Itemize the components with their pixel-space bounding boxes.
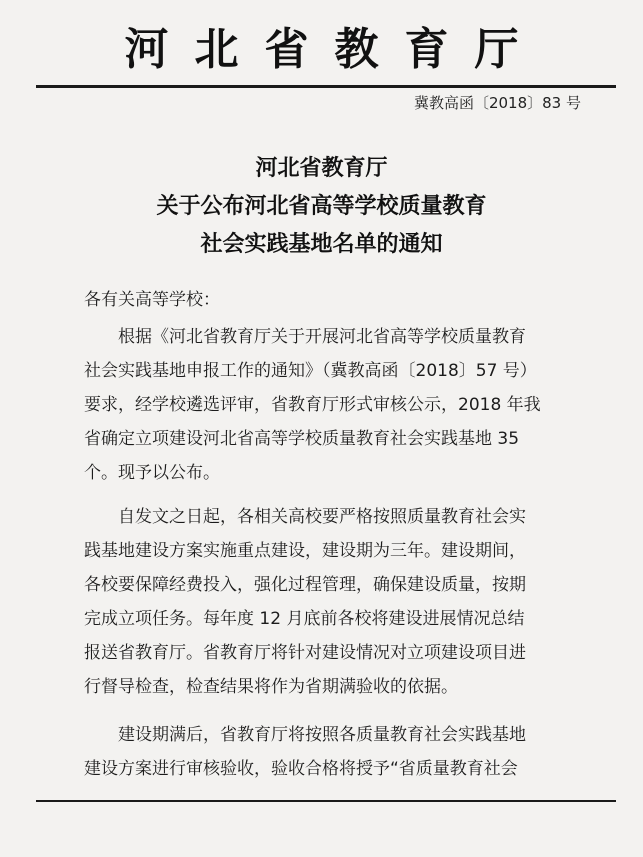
paragraph-3 [84,718,594,786]
paragraph-1 [84,320,594,490]
paragraph-line: 要求，经学校遴选评审，省教育厅形式审核公示，2018 年我 [84,395,541,415]
paragraph-line: 各校要保障经费投入，强化过程管理，确保建设质量，按期 [84,575,526,595]
notice-body [84,286,594,786]
title-line-1: 河北省教育厅 [255,156,388,181]
paragraph-2 [84,500,594,704]
notice-title [0,150,643,264]
paragraph-line: 根据《河北省教育厅关于开展河北省高等学校质量教育 [84,327,526,347]
letterhead-rule [36,85,616,88]
salutation: 各有关高等学校： [84,290,220,310]
paragraph-line: 个。现予以公布。 [84,463,220,483]
paragraph-line: 报送省教育厅。省教育厅将针对建设情况对立项建设项目进 [84,643,526,663]
paragraph-line: 完成立项任务。每年度 12 月底前各校将建设进展情况总结 [84,609,525,629]
footer-rule [36,800,616,802]
paragraph-line: 建设期满后，省教育厅将按照各质量教育社会实践基地 [84,725,526,745]
paragraph-line: 自发文之日起，各相关高校要严格按照质量教育社会实 [84,507,526,527]
title-line-2: 关于公布河北省高等学校质量教育 [156,194,487,219]
paragraph-line: 社会实践基地申报工作的通知》（冀教高函〔2018〕57 号） [84,361,537,381]
paragraph-line: 行督导检查，检查结果将作为省期满验收的依据。 [84,677,458,697]
paragraph-line: 践基地建设方案实施重点建设，建设期为三年。建设期间， [84,541,526,561]
document-number: 冀教高函〔2018〕83 号 [413,94,581,112]
title-line-3: 社会实践基地名单的通知 [200,232,443,257]
paragraph-line: 省确定立项建设河北省高等学校质量教育社会实践基地 35 [84,429,520,449]
letterhead-title: 河北省教育厅 [124,24,545,75]
paragraph-line: 建设方案进行审核验收，验收合格将授予“省质量教育社会 [84,759,518,779]
